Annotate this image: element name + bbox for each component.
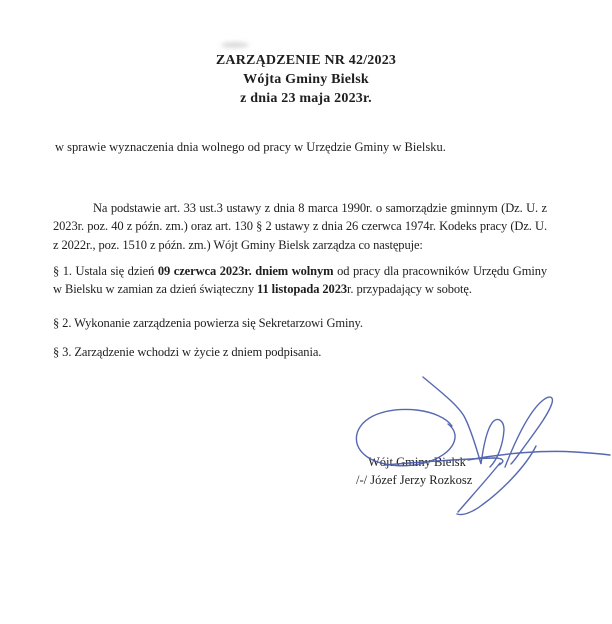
subject-line: w sprawie wyznaczenia dnia wolnego od pracy w Urzędzie Gminy w Bielsku. <box>55 140 446 154</box>
section-1-text-pre: § 1. Ustala się dzień <box>53 264 158 278</box>
document-date: z dnia 23 maja 2023r. <box>240 91 372 106</box>
section-1-text-post: r. przypadający w sobotę. <box>347 282 472 297</box>
signature-stroke-leaf-loop <box>505 397 552 467</box>
section-2-paragraph: § 2. Wykonanie zarządzenia powierza się Sekretarzowi Gminy. <box>53 316 363 330</box>
signatory-title: Wójt Gminy Bielsk <box>368 455 466 469</box>
scan-smudge-artifact <box>221 42 249 48</box>
section-1-text-mid: od pracy dla pracowników Urzędu Gminy w Bielsku w zamian za dzień świąteczny <box>53 264 547 297</box>
document-header <box>0 51 612 108</box>
section-3-paragraph: § 3. Zarządzenie wchodzi w życie z dniem podpisania. <box>53 345 322 359</box>
handwritten-signature-ink <box>340 372 612 522</box>
signature-block <box>356 454 472 489</box>
signatory-name: /-/ Józef Jerzy Rozkosz <box>356 472 473 487</box>
signature-stroke-horizontal <box>468 451 610 460</box>
document-issuer: Wójta Gminy Bielsk <box>243 72 369 87</box>
document-title: ZARZĄDZENIE NR 42/2023 <box>215 53 397 68</box>
legal-basis-paragraph: Na podstawie art. 33 ust.3 ustawy z dnia 8 marca 1990r. o samorządzie gminnym (Dz. U. z 2023r. poz. 40 z późn. zm.) oraz art. 130 § 2 ustawy z dnia 26 czerwca 1974r. Kodeks pracy (Dz. U. z 2022r., poz. 1510 z późn. zm.) Wójt Gminy Bielsk zarządza co następuje: <box>53 201 547 252</box>
section-1-bold-day-off-date: 09 czerwca 2023r. dniem wolnym <box>157 264 334 278</box>
section-1-paragraph <box>53 262 547 299</box>
section-1-bold-holiday-date: 11 listopada 2023 <box>257 282 348 297</box>
